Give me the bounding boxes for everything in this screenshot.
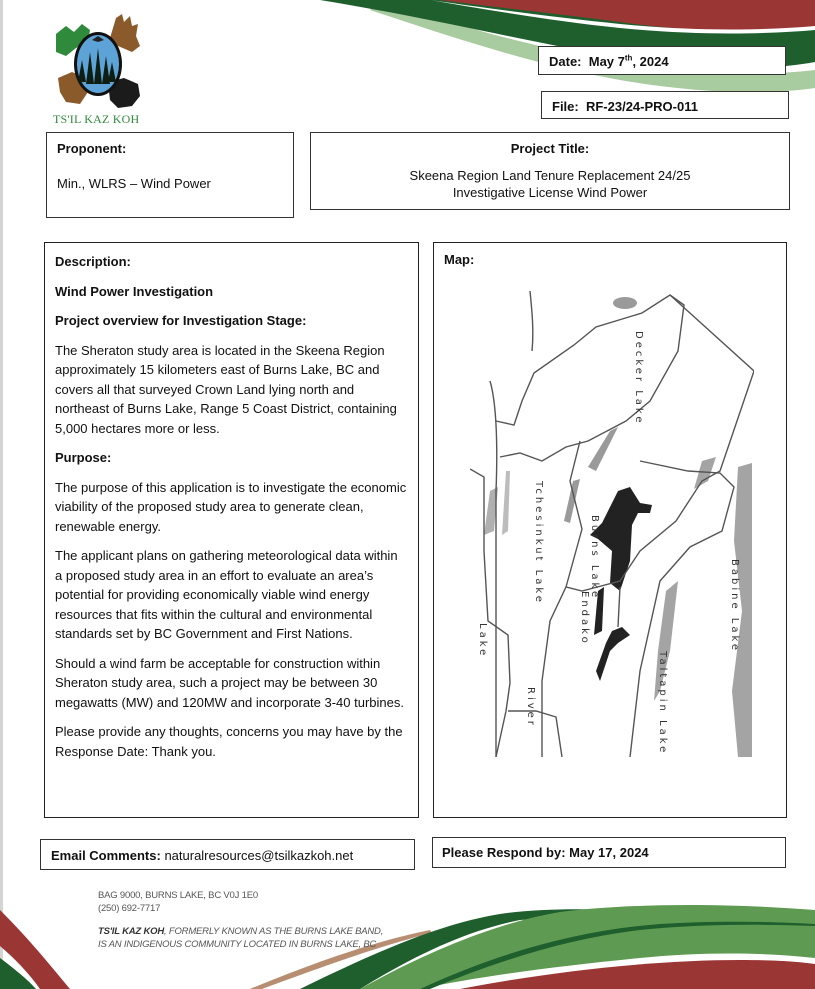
tsil-kaz-koh-logo-icon	[52, 12, 144, 114]
svg-text:Lake: Lake	[477, 623, 488, 659]
svg-text:Taltapin Lake: Taltapin Lake	[657, 651, 668, 756]
applicant-text: The applicant plans on gathering meteorological data within a proposed study area in an effort to evaluate an area’s potential for providing economically viable wind energy resources that fits within the cultural and environmental standards set by BC Government and First Nations.	[55, 548, 398, 641]
map-label: Map:	[444, 252, 475, 267]
svg-text:Babine Lake: Babine Lake	[729, 559, 740, 654]
description-section	[44, 242, 419, 818]
overview-text: The Sheraton study area is located in the Skeena Region approximately 15 kilometers east of Burns Lake, BC and covers all that surveyed Crown Land lying north and northeast of Burns Lake, Range 5 Coast District, containing 5,000 hectares more or less.	[55, 342, 397, 436]
date-value: May 7th, 2024	[588, 53, 669, 69]
description-heading: Wind Power Investigation	[55, 283, 214, 299]
footer-address: BAG 9000, BURNS LAKE, BC V0J 1E0	[98, 890, 258, 901]
study-area-map-image	[470, 291, 754, 757]
map-section	[433, 242, 787, 818]
footer-tagline-line-1: TS'IL KAZ KOH, FORMERLY KNOWN AS THE BURNS LAKE BAND,	[98, 926, 384, 937]
footer-phone: (250) 692-7717	[98, 903, 161, 914]
project-title-line-2: Investigative License Wind Power	[452, 185, 648, 200]
description-label: Description:	[55, 254, 131, 269]
proponent-section	[46, 132, 294, 218]
svg-text:River: River	[525, 687, 536, 728]
project-title-line-1: Skeena Region Land Tenure Replacement 24/25	[409, 168, 691, 183]
proponent-label: Proponent:	[57, 141, 127, 156]
organization-name: TS'IL KAZ KOH	[53, 112, 140, 126]
file-value: RF-23/24-PRO-011	[585, 99, 698, 114]
svg-text:Decker Lake: Decker Lake	[633, 331, 644, 426]
page-left-edge	[0, 0, 3, 989]
svg-text:Endako: Endako	[579, 591, 590, 646]
file-label: File:	[552, 99, 579, 114]
closing-text: Please provide any thoughts, concerns you may have by the Response Date: Thank you.	[55, 724, 403, 759]
project-title-section	[310, 132, 790, 210]
email-comments-field	[40, 839, 415, 870]
date-field	[538, 46, 786, 75]
proponent-value: Min., WLRS – Wind Power	[57, 176, 211, 191]
overview-label: Project overview for Investigation Stage:	[55, 313, 307, 328]
svg-text:Burns Lake: Burns Lake	[589, 515, 600, 601]
windfarm-text: Should a wind farm be acceptable for construction within Sheraton study area, such a project may be between 30 megawatts (MW) and 120MW and incorporate 3-40 turbines.	[55, 655, 404, 710]
purpose-label: Purpose:	[55, 450, 112, 465]
email-label: Email Comments:	[51, 848, 161, 863]
svg-text:Tchesinkut Lake: Tchesinkut Lake	[533, 481, 544, 605]
footer-address-block	[98, 889, 383, 951]
date-label: Date:	[549, 54, 582, 69]
project-title-label: Project Title:	[510, 141, 590, 156]
purpose-text: The purpose of this application is to investigate the economic viability of the proposed study area to generate clean, renewable energy.	[55, 479, 407, 534]
email-link[interactable]: naturalresources@tsilkazkoh.net	[164, 848, 354, 863]
respond-by-field: Please Respond by: May 17, 2024	[432, 837, 786, 868]
footer-tagline-line-2: IS AN INDIGENOUS COMMUNITY LOCATED IN BURNS LAKE, BC	[98, 939, 377, 950]
file-number-field	[541, 91, 789, 119]
